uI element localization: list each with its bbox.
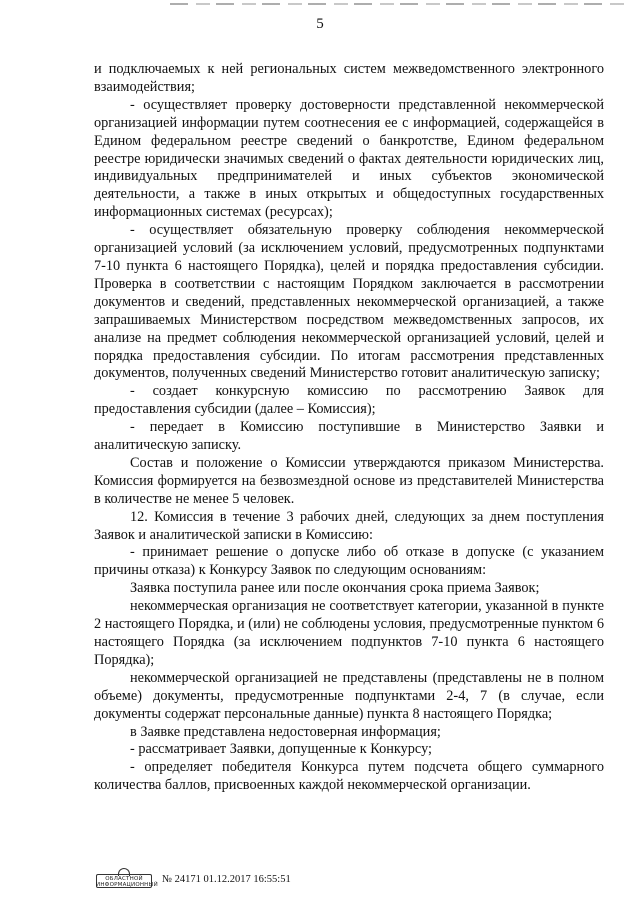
paragraph: - осуществляет проверку достоверности представленной некоммерческой организацией информации путем соотнесения ее с информацией, содержащейся в Едином федеральном реестре сведений о банкротстве, Едином федеральном реестре юридически значимых сведений о фактах деятельности юридических лиц, индивидуальных предпринимателей и иных субъектов экономической деятельности, а также в иных открытых и общедоступных государственных информационных системах (ресурсах);	[94, 96, 604, 221]
paragraph: некоммерческой организацией не представлены (представлены не в полном объеме) документы, предусмотренные подпунктами 2-4, 7 (в случае, если документы содержат персональные данные) пункта 8 настоящего Порядка;	[94, 669, 604, 722]
footer	[96, 868, 516, 892]
document-registration-info: № 24171 01.12.2017 16:55:51	[162, 874, 291, 885]
paragraph: в Заявке представлена недостоверная информация;	[130, 723, 441, 740]
paragraph: Состав и положение о Комиссии утверждаются приказом Министерства. Комиссия формируется на безвозмездной основе из представителей Министерства в количестве не менее 5 человек.	[94, 454, 604, 507]
paragraph: - создает конкурсную комиссию по рассмотрению Заявок для предоставления субсидии (далее – Комиссия);	[94, 383, 604, 418]
paragraph: - передает в Комиссию поступившие в Министерство Заявки и аналитическую записку.	[94, 419, 604, 454]
paragraph: некоммерческая организация не соответствует категории, указанной в пункте 2 настоящего Порядка, и (или) не соблюдены условия, предусмотренные пунктом 6 настоящего Порядка (за исключением подпунктов 7-10 пункта 6 настоящего Порядка);	[94, 598, 604, 668]
registry-stamp-icon	[96, 868, 158, 890]
paragraph: 12. Комиссия в течение 3 рабочих дней, следующих за днем поступления Заявок и аналитической записки в Комиссию:	[94, 508, 604, 543]
paragraph: и подключаемых к ней региональных систем межведомственного электронного взаимодействия;	[94, 61, 604, 95]
stamp-text: ОБЛАСТНОЙ ИНФОРМАЦИОННЫЙ	[96, 876, 158, 888]
page-number: 5	[316, 16, 324, 32]
document-body	[94, 61, 604, 795]
scan-edge-line	[170, 3, 630, 5]
paragraph: - осуществляет обязательную проверку соблюдения некоммерческой организацией условий (за исключением условий, предусмотренных подпунктами 7-10 пункта 6 настоящего Порядка), целей и порядка предоставления субсидии. Проверка в соответствии с настоящим Порядком заключается в рассмотрении документов и сведений, представленных некоммерческой организацией, а также запрашиваемых Министерством посредством межведомственных запросов, их анализе на предмет соблюдения некоммерческой организацией условий, целей и порядка предоставления субсидии. По итогам рассмотрения представленных документов, полученных сведений Министерство готовит аналитическую записку;	[94, 222, 604, 382]
paragraph: - определяет победителя Конкурса путем подсчета общего суммарного количества баллов, присвоенных каждой некоммерческой организации.	[94, 759, 604, 794]
paragraph: Заявка поступила ранее или после окончания срока приема Заявок;	[130, 580, 540, 597]
paragraph: - принимает решение о допуске либо об отказе в допуске (с указанием причины отказа) к Конкурсу Заявок по следующим основаниям:	[94, 544, 604, 579]
paragraph: - рассматривает Заявки, допущенные к Конкурсу;	[130, 741, 433, 758]
